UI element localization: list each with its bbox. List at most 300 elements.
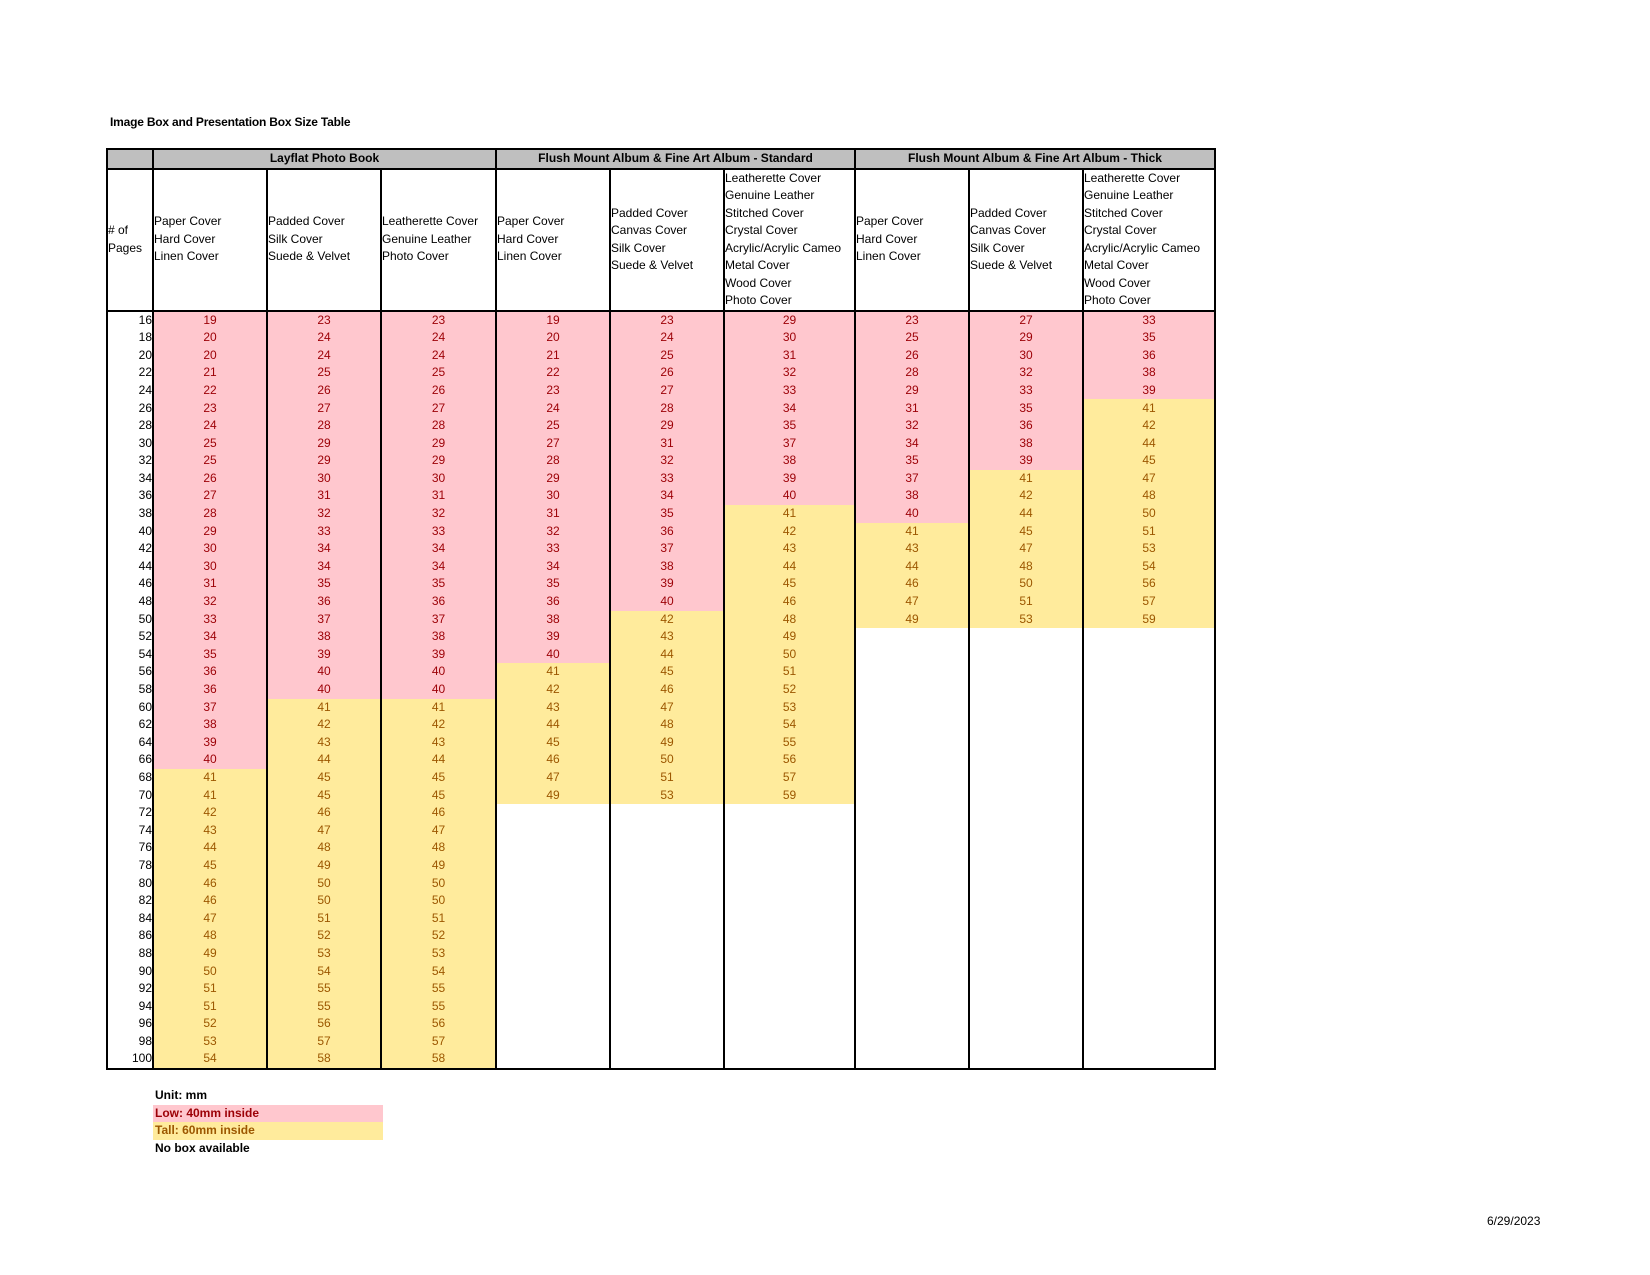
table-row xyxy=(107,487,1215,505)
cover-type-label: Stitched Cover xyxy=(725,205,804,220)
box-size-cell-tall: 45 xyxy=(969,523,1083,541)
box-size-cell-tall: 45 xyxy=(724,575,855,593)
box-size-cell-low: 37 xyxy=(855,470,969,488)
table-row xyxy=(107,787,1215,805)
table-row xyxy=(107,804,1215,822)
cover-type-label: Genuine Leather xyxy=(382,231,472,246)
box-size-cell-low: 25 xyxy=(855,329,969,347)
pages-header-line: Pages xyxy=(108,240,143,255)
cover-type-header xyxy=(267,169,381,311)
box-size-cell-empty xyxy=(855,1050,969,1069)
cover-type-label: Leatherette Cover xyxy=(382,214,479,229)
table-row xyxy=(107,417,1215,435)
cover-type-label: Paper Cover xyxy=(154,214,222,229)
box-size-cell-low: 38 xyxy=(153,716,267,734)
box-size-cell-tall: 55 xyxy=(381,998,496,1016)
box-size-cell-low: 34 xyxy=(381,540,496,558)
box-size-cell-tall: 41 xyxy=(496,663,610,681)
box-size-cell-tall: 57 xyxy=(1083,593,1215,611)
box-size-cell-empty xyxy=(496,822,610,840)
box-size-cell-tall: 44 xyxy=(969,505,1083,523)
box-size-cell-empty xyxy=(496,804,610,822)
box-size-cell-tall: 44 xyxy=(381,751,496,769)
cover-type-label: Linen Cover xyxy=(497,249,562,264)
page-count-cell: 100 xyxy=(107,1050,153,1069)
box-size-cell-low: 31 xyxy=(153,575,267,593)
box-size-cell-tall: 42 xyxy=(610,611,724,629)
box-size-table xyxy=(106,148,1216,1070)
box-size-cell-low: 39 xyxy=(381,646,496,664)
box-size-cell-tall: 43 xyxy=(381,734,496,752)
box-size-cell-tall: 45 xyxy=(610,663,724,681)
table-row xyxy=(107,751,1215,769)
box-size-cell-tall: 47 xyxy=(969,540,1083,558)
box-size-cell-low: 20 xyxy=(153,347,267,365)
box-size-cell-tall: 56 xyxy=(1083,575,1215,593)
box-size-cell-low: 40 xyxy=(381,663,496,681)
cover-type-label: Stitched Cover xyxy=(1084,205,1163,220)
box-size-cell-tall: 49 xyxy=(381,857,496,875)
box-size-cell-tall: 55 xyxy=(267,980,381,998)
box-size-cell-low: 30 xyxy=(153,540,267,558)
box-size-cell-empty xyxy=(855,716,969,734)
box-size-cell-empty xyxy=(1083,628,1215,646)
box-size-cell-tall: 46 xyxy=(153,875,267,893)
table-row xyxy=(107,998,1215,1016)
box-size-cell-tall: 45 xyxy=(496,734,610,752)
box-size-cell-tall: 54 xyxy=(724,716,855,734)
box-size-cell-low: 39 xyxy=(496,628,610,646)
table-row xyxy=(107,364,1215,382)
box-size-cell-empty xyxy=(1083,962,1215,980)
box-size-cell-empty xyxy=(496,1015,610,1033)
page-count-cell: 92 xyxy=(107,980,153,998)
box-size-cell-tall: 41 xyxy=(855,523,969,541)
box-size-cell-low: 36 xyxy=(969,417,1083,435)
box-size-cell-tall: 53 xyxy=(153,1033,267,1051)
cover-type-label: Hard Cover xyxy=(856,231,918,246)
box-size-cell-empty xyxy=(610,980,724,998)
box-size-cell-tall: 43 xyxy=(610,628,724,646)
box-size-cell-tall: 45 xyxy=(267,787,381,805)
box-size-cell-tall: 49 xyxy=(496,787,610,805)
box-size-cell-low: 33 xyxy=(267,523,381,541)
cover-type-label: Metal Cover xyxy=(1084,258,1149,272)
box-size-cell-low: 37 xyxy=(610,540,724,558)
box-size-cell-low: 31 xyxy=(855,399,969,417)
box-size-cell-low: 27 xyxy=(969,311,1083,330)
box-size-cell-empty xyxy=(610,927,724,945)
box-size-cell-low: 38 xyxy=(1083,364,1215,382)
box-size-cell-empty xyxy=(1083,751,1215,769)
box-size-cell-low: 26 xyxy=(267,382,381,400)
box-size-cell-tall: 53 xyxy=(969,611,1083,629)
legend-unit: Unit: mm xyxy=(155,1088,207,1102)
box-size-cell-empty xyxy=(855,962,969,980)
table-row xyxy=(107,435,1215,453)
box-size-cell-tall: 51 xyxy=(153,980,267,998)
box-size-cell-low: 33 xyxy=(381,523,496,541)
box-size-cell-tall: 48 xyxy=(381,839,496,857)
box-size-cell-low: 25 xyxy=(610,347,724,365)
cover-type-label: Photo Cover xyxy=(1084,293,1151,307)
box-size-cell-low: 34 xyxy=(267,558,381,576)
box-size-cell-tall: 48 xyxy=(267,839,381,857)
cover-type-label: Leatherette Cover xyxy=(1084,170,1181,185)
table-row xyxy=(107,593,1215,611)
table-row xyxy=(107,311,1215,330)
legend-none: No box available xyxy=(155,1140,250,1155)
box-size-cell-tall: 47 xyxy=(153,910,267,928)
box-size-cell-low: 39 xyxy=(153,734,267,752)
box-size-cell-empty xyxy=(855,910,969,928)
page-count-cell: 94 xyxy=(107,998,153,1016)
box-size-cell-empty xyxy=(724,875,855,893)
page-count-cell: 36 xyxy=(107,487,153,505)
box-size-cell-tall: 49 xyxy=(610,734,724,752)
cover-type-label: Padded Cover xyxy=(268,214,345,229)
box-size-cell-low: 36 xyxy=(1083,347,1215,365)
table-row xyxy=(107,470,1215,488)
box-size-cell-empty xyxy=(724,839,855,857)
box-size-cell-low: 40 xyxy=(855,505,969,523)
page-count-cell: 68 xyxy=(107,769,153,787)
table-row xyxy=(107,927,1215,945)
box-size-cell-empty xyxy=(1083,1015,1215,1033)
box-size-cell-empty xyxy=(496,927,610,945)
cover-type-label: Hard Cover xyxy=(497,231,559,246)
legend xyxy=(153,1087,383,1157)
box-size-cell-tall: 46 xyxy=(724,593,855,611)
box-size-cell-empty xyxy=(1083,822,1215,840)
cover-type-header xyxy=(1083,169,1215,311)
page-count-cell: 84 xyxy=(107,910,153,928)
box-size-cell-tall: 44 xyxy=(267,751,381,769)
box-size-cell-low: 38 xyxy=(381,628,496,646)
box-size-cell-tall: 52 xyxy=(381,927,496,945)
box-size-cell-tall: 44 xyxy=(496,716,610,734)
box-size-cell-tall: 50 xyxy=(381,875,496,893)
box-size-cell-empty xyxy=(969,1050,1083,1069)
box-size-cell-low: 22 xyxy=(153,382,267,400)
box-size-cell-tall: 42 xyxy=(969,487,1083,505)
cover-type-header xyxy=(496,169,610,311)
page-count-cell: 76 xyxy=(107,839,153,857)
box-size-cell-low: 27 xyxy=(381,399,496,417)
box-size-cell-empty xyxy=(969,927,1083,945)
box-size-cell-tall: 54 xyxy=(267,962,381,980)
box-size-cell-tall: 42 xyxy=(381,716,496,734)
box-size-cell-low: 28 xyxy=(610,399,724,417)
table-body xyxy=(107,311,1215,1070)
box-size-cell-low: 28 xyxy=(267,417,381,435)
box-size-cell-tall: 47 xyxy=(496,769,610,787)
box-size-cell-low: 31 xyxy=(724,347,855,365)
table-row xyxy=(107,329,1215,347)
box-size-cell-low: 30 xyxy=(267,470,381,488)
page-title: Image Box and Presentation Box Size Table xyxy=(110,115,351,129)
table-row xyxy=(107,558,1215,576)
box-size-cell-low: 33 xyxy=(610,470,724,488)
box-size-cell-low: 35 xyxy=(855,452,969,470)
box-size-cell-low: 37 xyxy=(267,611,381,629)
box-size-cell-low: 25 xyxy=(153,452,267,470)
page-count-cell: 88 xyxy=(107,945,153,963)
page-count-cell: 26 xyxy=(107,399,153,417)
box-size-cell-tall: 42 xyxy=(496,681,610,699)
cover-type-label: Crystal Cover xyxy=(725,223,798,237)
box-size-cell-empty xyxy=(969,1033,1083,1051)
box-size-cell-empty xyxy=(1083,787,1215,805)
table-row xyxy=(107,1050,1215,1069)
box-size-cell-low: 30 xyxy=(496,487,610,505)
box-size-cell-low: 20 xyxy=(153,329,267,347)
cover-type-header-row xyxy=(107,169,1215,311)
box-size-cell-empty xyxy=(855,751,969,769)
box-size-cell-low: 34 xyxy=(381,558,496,576)
box-size-cell-tall: 42 xyxy=(724,523,855,541)
group-header-flush-standard: Flush Mount Album & Fine Art Album - Standard xyxy=(496,149,855,169)
box-size-cell-low: 39 xyxy=(969,452,1083,470)
box-size-cell-empty xyxy=(969,910,1083,928)
box-size-cell-empty xyxy=(969,804,1083,822)
box-size-cell-empty xyxy=(1083,839,1215,857)
cover-type-label: Acrylic/Acrylic Cameo xyxy=(1084,240,1201,255)
cover-type-label: Wood Cover xyxy=(725,275,792,290)
box-size-cell-empty xyxy=(610,998,724,1016)
box-size-cell-low: 36 xyxy=(267,593,381,611)
box-size-cell-tall: 48 xyxy=(969,558,1083,576)
box-size-cell-low: 38 xyxy=(969,435,1083,453)
table-row xyxy=(107,945,1215,963)
page-count-cell: 80 xyxy=(107,875,153,893)
cover-type-label: Canvas Cover xyxy=(611,223,688,237)
box-size-cell-empty xyxy=(610,875,724,893)
box-size-cell-tall: 57 xyxy=(381,1033,496,1051)
box-size-cell-low: 35 xyxy=(153,646,267,664)
cover-type-label: Suede & Velvet xyxy=(611,258,694,272)
box-size-cell-tall: 56 xyxy=(381,1015,496,1033)
box-size-cell-empty xyxy=(855,699,969,717)
box-size-cell-tall: 44 xyxy=(855,558,969,576)
page-count-cell: 60 xyxy=(107,699,153,717)
page-count-cell: 16 xyxy=(107,311,153,330)
box-size-cell-tall: 41 xyxy=(267,699,381,717)
box-size-cell-low: 27 xyxy=(610,382,724,400)
box-size-cell-low: 29 xyxy=(381,452,496,470)
box-size-cell-low: 33 xyxy=(969,382,1083,400)
page-count-cell: 70 xyxy=(107,787,153,805)
box-size-cell-tall: 45 xyxy=(381,787,496,805)
page-count-cell: 30 xyxy=(107,435,153,453)
box-size-cell-tall: 47 xyxy=(855,593,969,611)
pages-column-header xyxy=(107,169,153,311)
box-size-cell-empty xyxy=(969,875,1083,893)
box-size-cell-low: 34 xyxy=(724,399,855,417)
box-size-cell-tall: 53 xyxy=(724,699,855,717)
box-size-cell-low: 28 xyxy=(496,452,610,470)
box-size-cell-empty xyxy=(855,1033,969,1051)
box-size-cell-tall: 53 xyxy=(1083,540,1215,558)
box-size-cell-tall: 49 xyxy=(153,945,267,963)
box-size-cell-low: 29 xyxy=(267,435,381,453)
box-size-cell-empty xyxy=(1083,1033,1215,1051)
page-count-cell: 62 xyxy=(107,716,153,734)
box-size-cell-tall: 45 xyxy=(267,769,381,787)
box-size-cell-empty xyxy=(855,663,969,681)
box-size-cell-empty xyxy=(1083,980,1215,998)
box-size-cell-empty xyxy=(610,910,724,928)
box-size-cell-low: 36 xyxy=(153,681,267,699)
cover-type-label: Photo Cover xyxy=(382,249,449,264)
box-size-cell-empty xyxy=(496,962,610,980)
box-size-cell-tall: 59 xyxy=(1083,611,1215,629)
box-size-cell-low: 25 xyxy=(381,364,496,382)
box-size-cell-empty xyxy=(969,734,1083,752)
box-size-cell-low: 28 xyxy=(153,505,267,523)
box-size-cell-empty xyxy=(855,875,969,893)
box-size-cell-low: 23 xyxy=(267,311,381,330)
group-header-row xyxy=(107,149,1215,169)
box-size-cell-low: 29 xyxy=(267,452,381,470)
box-size-cell-empty xyxy=(969,857,1083,875)
box-size-cell-empty xyxy=(969,681,1083,699)
box-size-cell-low: 21 xyxy=(496,347,610,365)
box-size-cell-tall: 44 xyxy=(610,646,724,664)
box-size-cell-tall: 42 xyxy=(267,716,381,734)
page-count-cell: 18 xyxy=(107,329,153,347)
table-row xyxy=(107,628,1215,646)
page-count-cell: 72 xyxy=(107,804,153,822)
box-size-cell-low: 36 xyxy=(153,663,267,681)
cover-type-label: Suede & Velvet xyxy=(268,249,351,264)
box-size-cell-tall: 58 xyxy=(381,1050,496,1069)
group-header-blank xyxy=(107,149,153,169)
box-size-cell-low: 38 xyxy=(610,558,724,576)
box-size-cell-tall: 51 xyxy=(969,593,1083,611)
box-size-cell-low: 29 xyxy=(724,311,855,330)
box-size-cell-low: 35 xyxy=(969,399,1083,417)
box-size-cell-low: 32 xyxy=(381,505,496,523)
page-count-cell: 82 xyxy=(107,892,153,910)
box-size-cell-tall: 47 xyxy=(610,699,724,717)
box-size-cell-tall: 51 xyxy=(267,910,381,928)
box-size-cell-tall: 49 xyxy=(855,611,969,629)
box-size-cell-empty xyxy=(855,769,969,787)
cover-type-label: Padded Cover xyxy=(611,205,688,220)
box-size-cell-tall: 41 xyxy=(969,470,1083,488)
box-size-cell-empty xyxy=(724,892,855,910)
box-size-cell-low: 34 xyxy=(496,558,610,576)
box-size-cell-tall: 44 xyxy=(153,839,267,857)
box-size-cell-low: 19 xyxy=(153,311,267,330)
box-size-cell-low: 21 xyxy=(153,364,267,382)
box-size-cell-low: 40 xyxy=(724,487,855,505)
box-size-cell-tall: 45 xyxy=(153,857,267,875)
box-size-cell-low: 29 xyxy=(153,523,267,541)
box-size-cell-low: 35 xyxy=(381,575,496,593)
box-size-cell-tall: 42 xyxy=(1083,417,1215,435)
box-size-cell-empty xyxy=(969,663,1083,681)
box-size-cell-empty xyxy=(610,804,724,822)
box-size-cell-empty xyxy=(855,839,969,857)
box-size-cell-low: 23 xyxy=(496,382,610,400)
page-count-cell: 52 xyxy=(107,628,153,646)
page-count-cell: 90 xyxy=(107,962,153,980)
box-size-cell-empty xyxy=(724,857,855,875)
box-size-cell-tall: 58 xyxy=(267,1050,381,1069)
page-count-cell: 32 xyxy=(107,452,153,470)
box-size-cell-tall: 46 xyxy=(381,804,496,822)
box-size-cell-low: 27 xyxy=(496,435,610,453)
box-size-cell-low: 32 xyxy=(724,364,855,382)
box-size-cell-tall: 47 xyxy=(381,822,496,840)
box-size-cell-empty xyxy=(969,962,1083,980)
box-size-cell-low: 31 xyxy=(496,505,610,523)
box-size-cell-low: 38 xyxy=(855,487,969,505)
box-size-cell-tall: 42 xyxy=(153,804,267,822)
box-size-cell-tall: 50 xyxy=(1083,505,1215,523)
box-size-cell-tall: 41 xyxy=(381,699,496,717)
box-size-cell-low: 25 xyxy=(267,364,381,382)
cover-type-header xyxy=(381,169,496,311)
page-count-cell: 64 xyxy=(107,734,153,752)
box-size-cell-empty xyxy=(724,980,855,998)
box-size-cell-tall: 57 xyxy=(724,769,855,787)
box-size-cell-low: 19 xyxy=(496,311,610,330)
cover-type-label: Metal Cover xyxy=(725,258,790,272)
box-size-cell-low: 35 xyxy=(724,417,855,435)
box-size-cell-tall: 50 xyxy=(969,575,1083,593)
box-size-cell-tall: 53 xyxy=(610,787,724,805)
page-count-cell: 48 xyxy=(107,593,153,611)
box-size-cell-empty xyxy=(855,1015,969,1033)
box-size-cell-low: 22 xyxy=(496,364,610,382)
box-size-cell-low: 30 xyxy=(724,329,855,347)
page-count-cell: 38 xyxy=(107,505,153,523)
box-size-cell-empty xyxy=(855,681,969,699)
box-size-cell-low: 35 xyxy=(496,575,610,593)
box-size-cell-low: 23 xyxy=(855,311,969,330)
box-size-cell-tall: 46 xyxy=(610,681,724,699)
pages-header-line: # of xyxy=(108,223,129,237)
box-size-cell-empty xyxy=(610,822,724,840)
box-size-cell-empty xyxy=(1083,875,1215,893)
box-size-cell-tall: 44 xyxy=(724,558,855,576)
page-count-cell: 34 xyxy=(107,470,153,488)
box-size-cell-tall: 47 xyxy=(267,822,381,840)
cover-type-label: Genuine Leather xyxy=(725,188,815,202)
table-row xyxy=(107,822,1215,840)
cover-type-header xyxy=(610,169,724,311)
table-row xyxy=(107,452,1215,470)
box-size-cell-tall: 54 xyxy=(381,962,496,980)
cover-type-header xyxy=(153,169,267,311)
box-size-cell-low: 34 xyxy=(267,540,381,558)
cover-type-label: Linen Cover xyxy=(154,249,219,264)
box-size-cell-empty xyxy=(969,892,1083,910)
box-size-cell-tall: 55 xyxy=(381,980,496,998)
box-size-cell-low: 32 xyxy=(610,452,724,470)
box-size-cell-low: 40 xyxy=(610,593,724,611)
cover-type-label: Hard Cover xyxy=(154,231,216,246)
box-size-cell-low: 24 xyxy=(153,417,267,435)
box-size-cell-empty xyxy=(855,927,969,945)
page-count-cell: 56 xyxy=(107,663,153,681)
box-size-cell-empty xyxy=(1083,927,1215,945)
box-size-cell-low: 25 xyxy=(496,417,610,435)
page-count-cell: 78 xyxy=(107,857,153,875)
